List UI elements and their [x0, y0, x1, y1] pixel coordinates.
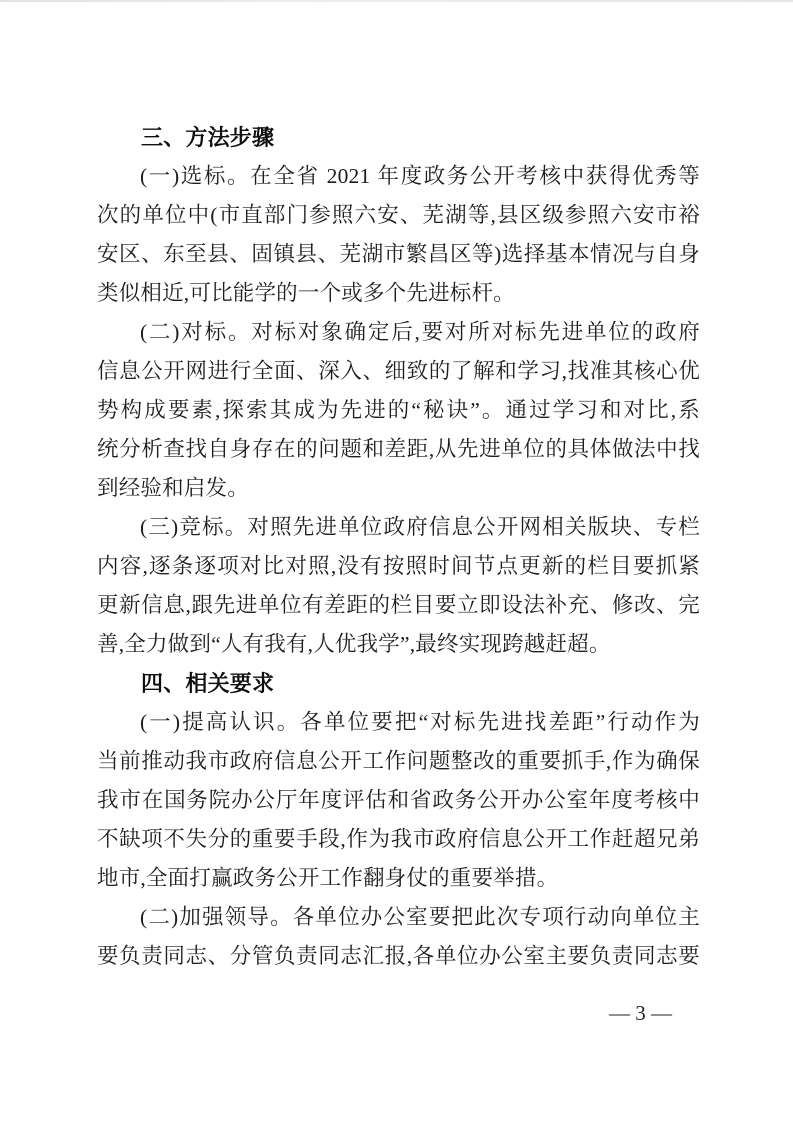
page-number: — 3 — — [609, 1001, 672, 1025]
text-line: 势构成要素,探索其成为先进的“秘诀”。通过学习和对比,系 — [97, 398, 700, 422]
text-line: (一)提高认识。各单位要把“对标先进找差距”行动作为 — [140, 710, 700, 734]
text-line: (二)加强领导。各单位办公室要把此次专项行动向单位主 — [140, 905, 700, 929]
scan-edge-artifact — [0, 0, 793, 2]
text-line: 信息公开网进行全面、深入、细致的了解和学习,找准其核心优 — [97, 359, 700, 383]
text-line: 到经验和启发。 — [97, 476, 249, 500]
text-line: (一)选标。在全省 2021 年度政务公开考核中获得优秀等 — [140, 164, 700, 188]
text-line: 更新信息,跟先进单位有差距的栏目要立即设法补充、修改、完 — [97, 593, 700, 617]
text-line: 当前推动我市政府信息公开工作问题整改的重要抓手,作为确保 — [97, 749, 700, 773]
document-body — [97, 118, 700, 976]
text-line: 不缺项不失分的重要手段,作为我市政府信息公开工作赶超兄弟 — [97, 827, 700, 851]
text-line: (三)竞标。对照先进单位政府信息公开网相关版块、专栏 — [140, 515, 700, 539]
text-line: 统分析查找自身存在的问题和差距,从先进单位的具体做法中找 — [97, 437, 700, 461]
text-line: 要负责同志、分管负责同志汇报,各单位办公室主要负责同志要 — [97, 944, 700, 968]
text-line: 安区、东至县、固镇县、芜湖市繁昌区等)选择基本情况与自身 — [97, 242, 700, 266]
text-line: 内容,逐条逐项对比对照,没有按照时间节点更新的栏目要抓紧 — [97, 554, 700, 578]
text-line: 我市在国务院办公厅年度评估和省政务公开办公室年度考核中 — [97, 788, 700, 812]
text-line: 次的单位中(市直部门参照六安、芜湖等,县区级参照六安市裕 — [97, 203, 700, 227]
text-line: 善,全力做到“人有我有,人优我学”,最终实现跨越赶超。 — [97, 632, 611, 656]
text-line: (二)对标。对标对象确定后,要对所对标先进单位的政府 — [140, 320, 700, 344]
section-heading: 三、方法步骤 — [141, 125, 275, 150]
text-line: 地市,全面打赢政务公开工作翻身仗的重要举措。 — [97, 866, 559, 890]
section-heading: 四、相关要求 — [141, 671, 275, 696]
text-line: 类似相近,可比能学的一个或多个先进标杆。 — [97, 281, 515, 305]
